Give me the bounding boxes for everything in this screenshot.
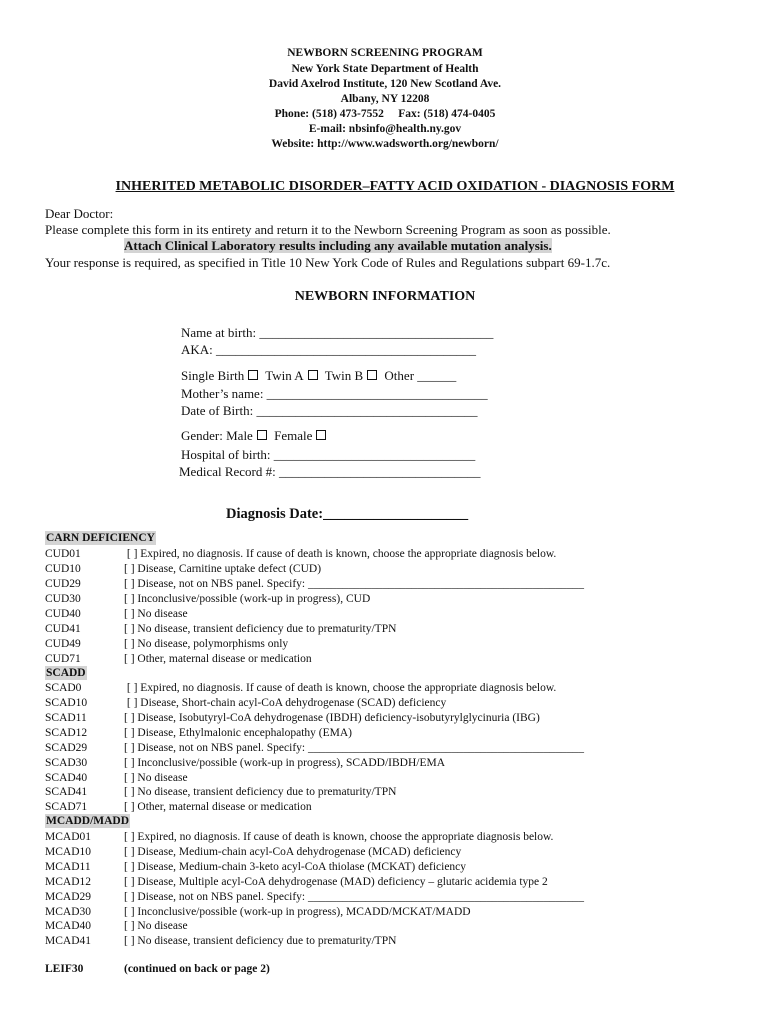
phone-fax: Phone: (518) 473-7552 Fax: (518) 474-0405	[274, 108, 496, 120]
diagnosis-option: [ ] Disease, Medium-chain acyl-CoA dehydrogenase (MCAD) deficiency	[124, 846, 462, 858]
diagnosis-option: [ ] Disease, Isobutyryl-CoA dehydrogenase (IBDH) deficiency-isobutyrylglycinuria (IBG)	[124, 712, 540, 724]
attach-highlight: Attach Clinical Laboratory results including any available mutation analysis.	[124, 238, 552, 253]
diagnosis-row[interactable]	[45, 800, 312, 814]
other-field[interactable]: Other ______	[384, 368, 457, 383]
newborn-info-heading: NEWBORN INFORMATION	[294, 289, 476, 304]
diagnosis-option: [ ] Other, maternal disease or medication	[124, 801, 312, 813]
diagnosis-row[interactable]	[45, 919, 188, 933]
diagnosis-code: MCAD10	[45, 846, 92, 858]
diagnosis-code: SCAD71	[45, 801, 88, 813]
diagnosis-code: SCAD29	[45, 742, 88, 754]
diagnosis-row[interactable]	[45, 652, 312, 666]
twin-a-checkbox[interactable]	[308, 370, 318, 380]
department-name: New York State Department of Health	[291, 63, 479, 75]
diagnosis-code: SCAD0	[45, 682, 82, 694]
diagnosis-row[interactable]	[45, 890, 584, 904]
continued-note: (continued on back or page 2)	[124, 963, 270, 975]
diagnosis-row[interactable]	[45, 860, 466, 874]
diagnosis-row[interactable]	[45, 622, 396, 636]
city-address: Albany, NY 12208	[340, 93, 430, 105]
diagnosis-code: CUD40	[45, 608, 81, 620]
diagnosis-option: [ ] Disease, Multiple acyl-CoA dehydrogenase (MAD) deficiency – glutaric acidemia type 2	[124, 876, 548, 888]
email-address: E-mail: nbsinfo@health.ny.gov	[308, 123, 462, 135]
diagnosis-code: CUD71	[45, 653, 81, 665]
page-footer	[45, 963, 270, 975]
diagnosis-row[interactable]	[45, 830, 553, 844]
section-title-mcadd: MCADD/MADD	[46, 815, 130, 827]
diagnosis-option: [ ] Disease, Carnitine uptake defect (CUD)	[124, 563, 322, 575]
diagnosis-code: SCAD11	[45, 712, 87, 724]
diagnosis-option: [ ] No disease, transient deficiency due to prematurity/TPN	[124, 623, 397, 635]
diagnosis-row[interactable]	[45, 711, 540, 725]
gender-male-checkbox[interactable]	[257, 430, 267, 440]
diagnosis-option: [ ] No disease	[124, 772, 188, 784]
diagnosis-option: [ ] Inconclusive/possible (work-up in progress), CUD	[124, 593, 371, 605]
website-url: Website: http://www.wadsworth.org/newborn/	[271, 138, 499, 150]
diagnosis-option: [ ] Inconclusive/possible (work-up in progress), SCADD/IBDH/EMA	[124, 757, 446, 769]
diagnosis-row[interactable]	[45, 905, 471, 919]
diagnosis-row[interactable]	[45, 756, 445, 770]
diagnosis-code: SCAD40	[45, 772, 88, 784]
mothers-name-field[interactable]: Mother’s name: __________________________________	[181, 386, 488, 401]
diagnosis-code: SCAD41	[45, 786, 88, 798]
diagnosis-code: CUD01	[45, 548, 81, 560]
diagnosis-code: SCAD12	[45, 727, 88, 739]
birth-type-row	[181, 367, 456, 384]
greeting: Dear Doctor:	[45, 206, 114, 221]
diagnosis-row[interactable]	[45, 875, 548, 889]
diagnosis-row[interactable]	[45, 845, 461, 859]
diagnosis-code: MCAD40	[45, 920, 92, 932]
diagnosis-row[interactable]	[45, 547, 556, 561]
diagnosis-row[interactable]	[45, 771, 188, 785]
diagnosis-option: [ ] Disease, not on NBS panel. Specify: ________________________________________________	[124, 891, 584, 903]
diagnosis-row[interactable]	[45, 681, 556, 695]
diagnosis-row[interactable]	[45, 696, 446, 710]
diagnosis-row[interactable]	[45, 577, 584, 591]
program-name: NEWBORN SCREENING PROGRAM	[287, 47, 483, 59]
section-title-carn: CARN DEFICIENCY	[46, 532, 155, 544]
diagnosis-code: MCAD30	[45, 906, 92, 918]
gender-female-checkbox[interactable]	[316, 430, 326, 440]
gender-female-label: Female	[274, 428, 313, 443]
diagnosis-code: MCAD41	[45, 935, 92, 947]
diagnosis-code: MCAD11	[45, 861, 91, 873]
section-title-scadd: SCADD	[46, 667, 86, 679]
aka-field[interactable]: AKA: ________________________________________	[181, 342, 477, 357]
diagnosis-date-field[interactable]: Diagnosis Date:____________________	[226, 506, 469, 522]
diagnosis-option: [ ] Disease, Medium-chain 3-keto acyl-CoA thiolase (MCKAT) deficiency	[124, 861, 467, 873]
name-at-birth-field[interactable]: Name at birth: ____________________________________	[181, 325, 494, 340]
diagnosis-option: [ ] Disease, Ethylmalonic encephalopathy (EMA)	[124, 727, 353, 739]
form-title: INHERITED METABOLIC DISORDER–FATTY ACID OXIDATION - DIAGNOSIS FORM	[115, 179, 675, 194]
requirement-line: Your response is required, as specified in Title 10 New York Code of Rules and Regulations subpart 69-1.7c.	[45, 255, 611, 270]
diagnosis-option: [ ] No disease, transient deficiency due to prematurity/TPN	[124, 786, 397, 798]
gender-male-label: Gender: Male	[181, 428, 253, 443]
diagnosis-code: MCAD12	[45, 876, 92, 888]
diagnosis-code: CUD30	[45, 593, 81, 605]
diagnosis-row[interactable]	[45, 562, 321, 576]
diagnosis-option: [ ] Disease, not on NBS panel. Specify: ________________________________________________	[124, 578, 584, 590]
diagnosis-code: CUD49	[45, 638, 81, 650]
medical-record-field[interactable]: Medical Record #: _______________________________	[179, 464, 481, 479]
diagnosis-option: [ ] Expired, no diagnosis. If cause of death is known, choose the appropriate diagnosis below.	[124, 682, 557, 694]
diagnosis-code: SCAD30	[45, 757, 88, 769]
diagnosis-row[interactable]	[45, 726, 352, 740]
diagnosis-option: [ ] Disease, Short-chain acyl-CoA dehydrogenase (SCAD) deficiency	[124, 697, 447, 709]
diagnosis-code: MCAD01	[45, 831, 92, 843]
diagnosis-code: CUD29	[45, 578, 81, 590]
attach-instruction	[124, 237, 552, 254]
twin-b-label: Twin B	[324, 368, 364, 383]
diagnosis-code: CUD41	[45, 623, 81, 635]
diagnosis-option: [ ] No disease	[124, 920, 188, 932]
twin-b-checkbox[interactable]	[367, 370, 377, 380]
gender-row	[181, 427, 330, 444]
diagnosis-option: [ ] Inconclusive/possible (work-up in progress), MCADD/MCKAT/MADD	[124, 906, 471, 918]
diagnosis-row[interactable]	[45, 934, 396, 948]
diagnosis-option: [ ] Expired, no diagnosis. If cause of death is known, choose the appropriate diagnosis below.	[124, 831, 554, 843]
diagnosis-code: SCAD10	[45, 697, 88, 709]
date-of-birth-field[interactable]: Date of Birth: __________________________________	[181, 403, 478, 418]
twin-a-label: Twin A	[265, 368, 304, 383]
diagnosis-option: [ ] No disease	[124, 608, 188, 620]
diagnosis-option: [ ] No disease, polymorphisms only	[124, 638, 289, 650]
diagnosis-option: [ ] Disease, not on NBS panel. Specify: ________________________________________________	[124, 742, 584, 754]
diagnosis-row[interactable]	[45, 592, 370, 606]
diagnosis-option: [ ] Other, maternal disease or medication	[124, 653, 312, 665]
single-birth-checkbox[interactable]	[248, 370, 258, 380]
hospital-of-birth-field[interactable]: Hospital of birth: _______________________________	[181, 447, 476, 462]
diagnosis-row[interactable]	[45, 785, 396, 799]
diagnosis-code: CUD10	[45, 563, 81, 575]
diagnosis-row[interactable]	[45, 607, 188, 621]
diagnosis-row[interactable]	[45, 741, 584, 755]
diagnosis-option: [ ] Expired, no diagnosis. If cause of death is known, choose the appropriate diagnosis below.	[124, 548, 557, 560]
diagnosis-option: [ ] No disease, transient deficiency due to prematurity/TPN	[124, 935, 397, 947]
institute-address: David Axelrod Institute, 120 New Scotland Ave.	[268, 78, 502, 90]
form-code: LEIF30	[45, 963, 84, 975]
diagnosis-row[interactable]	[45, 637, 288, 651]
single-birth-label: Single Birth	[181, 368, 245, 383]
instruction-line: Please complete this form in its entirety and return it to the Newborn Screening Program as soon as possible.	[45, 222, 611, 237]
diagnosis-code: MCAD29	[45, 891, 92, 903]
